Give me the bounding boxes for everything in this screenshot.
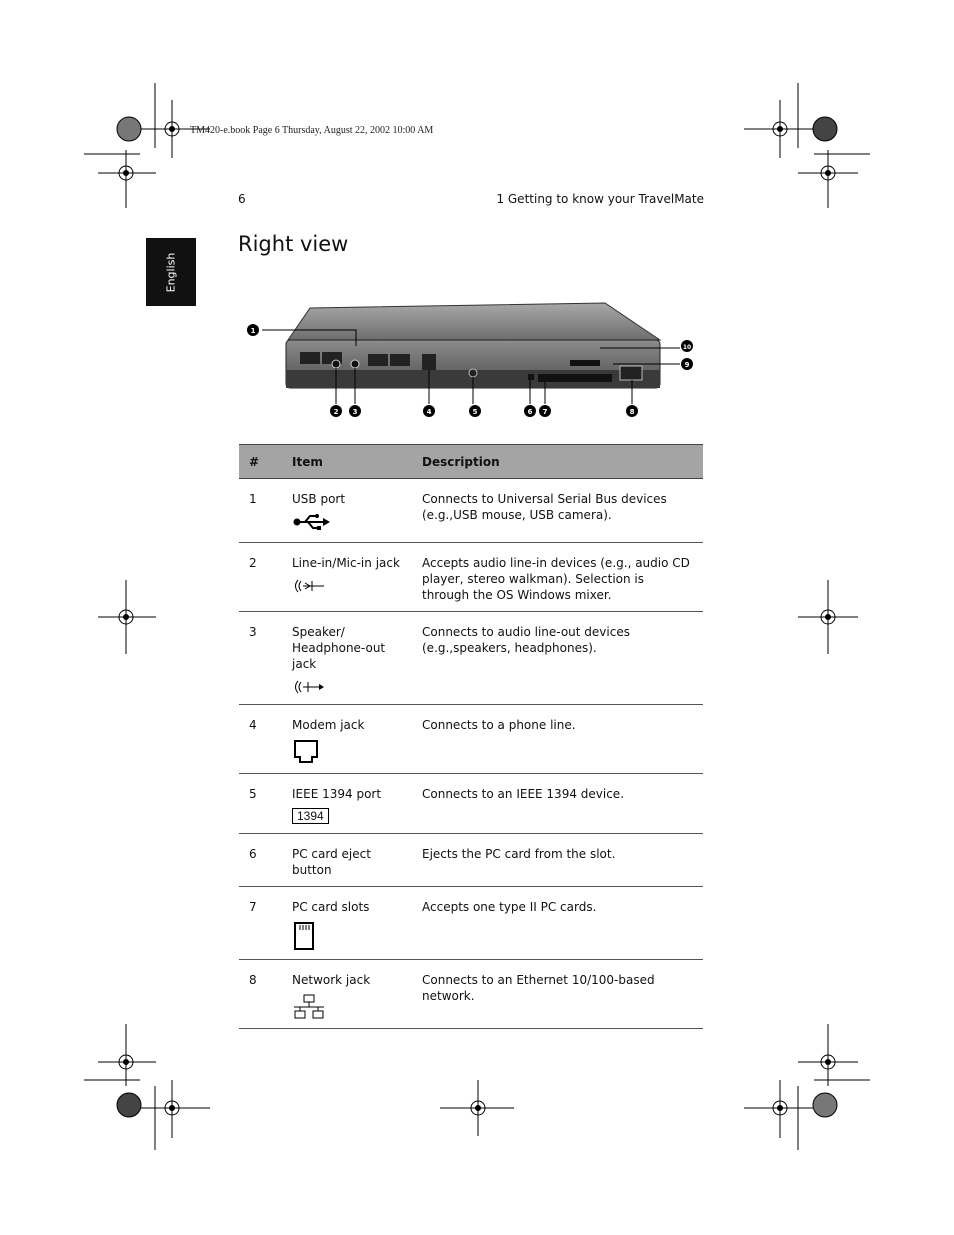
row-description: Accepts audio line-in devices (e.g., audio CD player, stereo walkman). Selection is through the OS Windows mixer. [412,543,703,612]
item-label: Modem jack [292,718,365,732]
table-row [239,479,703,543]
callout-7 [539,405,551,417]
table-header-row [239,445,703,479]
print-slug: TM420-e.book Page 6 Thursday, August 22, 2002 10:00 AM [190,125,434,136]
item-label: USB port [292,492,346,506]
ports-table [239,444,703,1029]
page-title: Right view [238,232,349,256]
pc-card-icon [292,921,316,951]
item-label: PC card slots [292,900,370,914]
line-out-icon [292,678,328,696]
svg-text:3: 3 [352,408,358,416]
row-num: 7 [239,887,282,960]
row-description: Connects to audio line-out devices (e.g.,speakers, headphones). [412,612,703,705]
table-row [239,543,703,612]
row-item [282,543,412,612]
row-description: Ejects the PC card from the slot. [412,834,703,887]
item-label: IEEE 1394 port [292,787,382,801]
network-icon [292,994,326,1020]
row-num: 8 [239,960,282,1029]
modem-icon [292,739,320,765]
callout-6 [524,405,536,417]
row-description: Connects to a phone line. [412,705,703,774]
row-num: 5 [239,774,282,834]
row-item [282,612,412,705]
language-tab [146,238,196,306]
row-item [282,774,412,834]
row-num: 3 [239,612,282,705]
row-num: 6 [239,834,282,887]
svg-text:7: 7 [542,408,548,416]
row-description: Accepts one type II PC cards. [412,887,703,960]
header-num: # [239,445,282,479]
row-item [282,479,412,543]
svg-text:1: 1 [250,327,256,335]
item-label: Line-in/Mic-in jack [292,556,400,570]
svg-text:6: 6 [527,408,533,416]
callout-9 [681,358,693,370]
page-number: 6 [238,192,246,206]
callout-10 [681,340,693,352]
row-description: Connects to an Ethernet 10/100-based network. [412,960,703,1029]
svg-text:8: 8 [629,408,635,416]
row-num: 1 [239,479,282,543]
callout-4 [423,405,435,417]
row-description: Connects to an IEEE 1394 device. [412,774,703,834]
laptop-right-view-figure [240,300,710,425]
row-item: PC card eject button [282,834,412,887]
callout-2 [330,405,342,417]
table-row [239,705,703,774]
row-item [282,705,412,774]
row-num: 4 [239,705,282,774]
table-row [239,612,703,705]
row-num: 2 [239,543,282,612]
table-row [239,887,703,960]
header-description: Description [412,445,703,479]
svg-text:4: 4 [426,408,432,416]
table-row [239,834,703,887]
ieee1394-icon: 1394 [292,808,329,824]
callout-5 [469,405,481,417]
item-label: Speaker/ Headphone-out jack [292,625,386,671]
item-label: Network jack [292,973,371,987]
running-head: 1 Getting to know your TravelMate [496,192,704,206]
svg-text:2: 2 [333,408,339,416]
table-row [239,960,703,1029]
table-row [239,774,703,834]
row-item [282,887,412,960]
header-item: Item [282,445,412,479]
svg-text:10: 10 [682,344,692,351]
usb-icon [292,513,332,531]
svg-text:9: 9 [684,361,690,369]
callout-3 [349,405,361,417]
svg-text:5: 5 [472,408,478,416]
callout-8 [626,405,638,417]
line-in-icon [292,577,328,595]
language-tab-label: English [164,252,178,292]
row-item [282,960,412,1029]
row-description: Connects to Universal Serial Bus devices (e.g.,USB mouse, USB camera). [412,479,703,543]
callout-1 [247,324,259,336]
